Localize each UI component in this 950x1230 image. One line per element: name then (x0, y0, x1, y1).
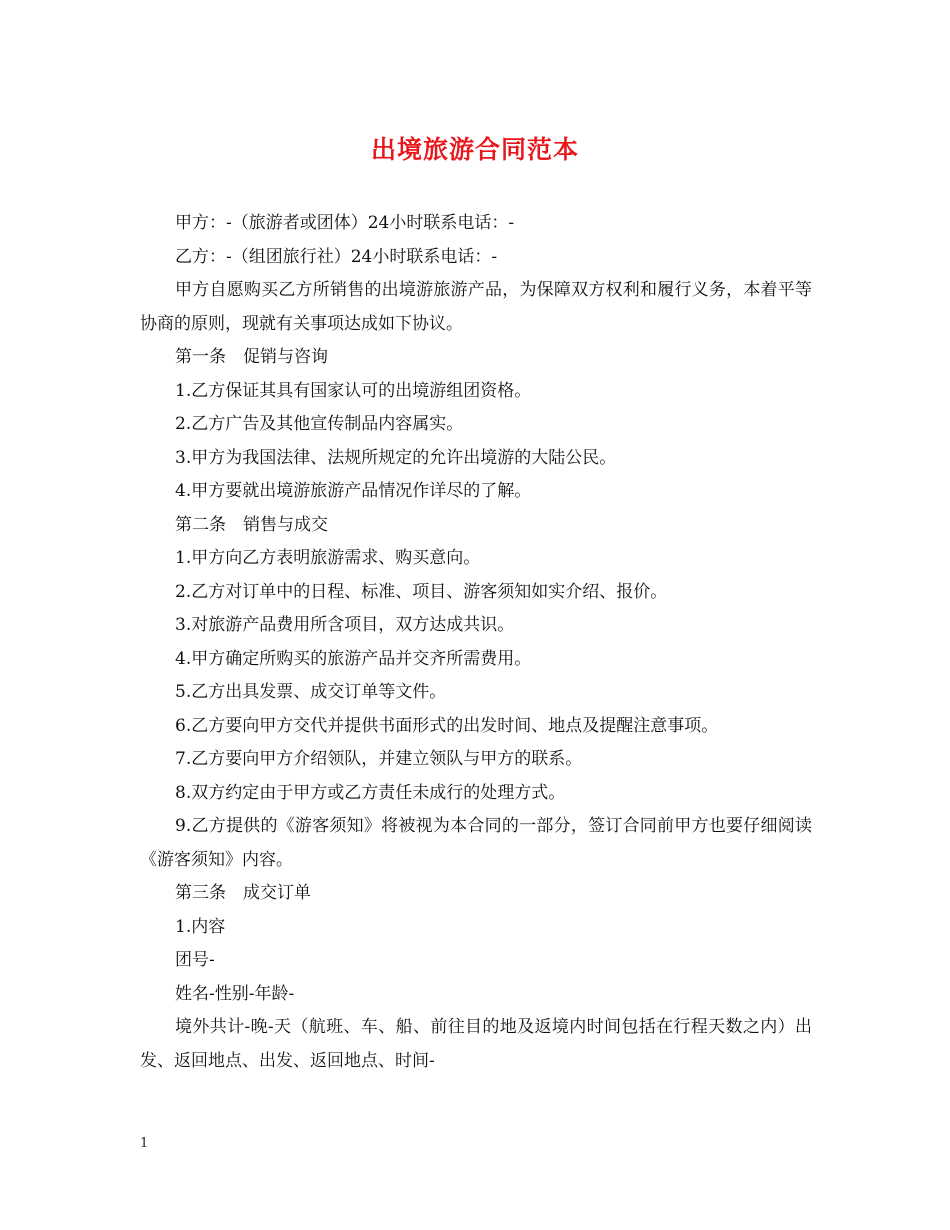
paragraph: 甲方自愿购买乙方所销售的出境游旅游产品，为保障双方权利和履行义务，本着平等协商的原则，现就有关事项达成如下协议。 (140, 280, 812, 334)
text-line: 乙方：-（组团旅行社）24小时联系电话：- (175, 246, 498, 267)
text-line: 3.甲方为我国法律、法规所规定的允许出境游的大陆公民。 (175, 447, 617, 468)
text-line: 2.乙方对订单中的日程、标准、项目、游客须知如实介绍、报价。 (175, 581, 668, 602)
text-line: 8.双方约定由于甲方或乙方责任未成行的处理方式。 (175, 782, 566, 803)
text-line: 2.乙方广告及其他宣传制品内容属实。 (175, 414, 464, 434)
text-line: 姓名-性别-年龄- (175, 983, 295, 1004)
text-line: 1.内容 (175, 916, 226, 937)
text-line: 甲方：-（旅游者或团体）24小时联系电话：- (175, 213, 515, 233)
text-line: 第一条 促销与咨询 (175, 347, 328, 367)
text-line: 第三条 成交订单 (175, 883, 311, 903)
text-line: 团号- (175, 950, 215, 970)
page-number: 1 (140, 1136, 149, 1151)
document-body (140, 207, 812, 1078)
text-line: 4.甲方确定所购买的旅游产品并交齐所需费用。 (175, 648, 532, 669)
paragraph: 9.乙方提供的《游客须知》将被视为本合同的一部分，签订合同前甲方也要仔细阅读《游客须知》内容。 (140, 816, 812, 870)
text-line: 3.对旅游产品费用所含项目，双方达成共识。 (175, 615, 515, 635)
text-line: 第二条 销售与成交 (175, 514, 328, 535)
text-line: 1.乙方保证其具有国家认可的出境游组团资格。 (175, 380, 532, 401)
text-line: 1.甲方向乙方表明旅游需求、购买意向。 (175, 548, 481, 568)
text-line: 4.甲方要就出境游旅游产品情况作详尽的了解。 (175, 481, 532, 501)
paragraph: 境外共计-晚-天（航班、车、船、前往目的地及返境内时间包括在行程天数之内）出发、返回地点、出发、返回地点、时间- (140, 1017, 812, 1071)
document-title: 出境旅游合同范本 (370, 135, 579, 164)
text-line: 7.乙方要向甲方介绍领队，并建立领队与甲方的联系。 (175, 749, 583, 769)
text-line: 5.乙方出具发票、成交订单等文件。 (175, 682, 447, 702)
text-line: 6.乙方要向甲方交代并提供书面形式的出发时间、地点及提醒注意事项。 (175, 715, 719, 736)
